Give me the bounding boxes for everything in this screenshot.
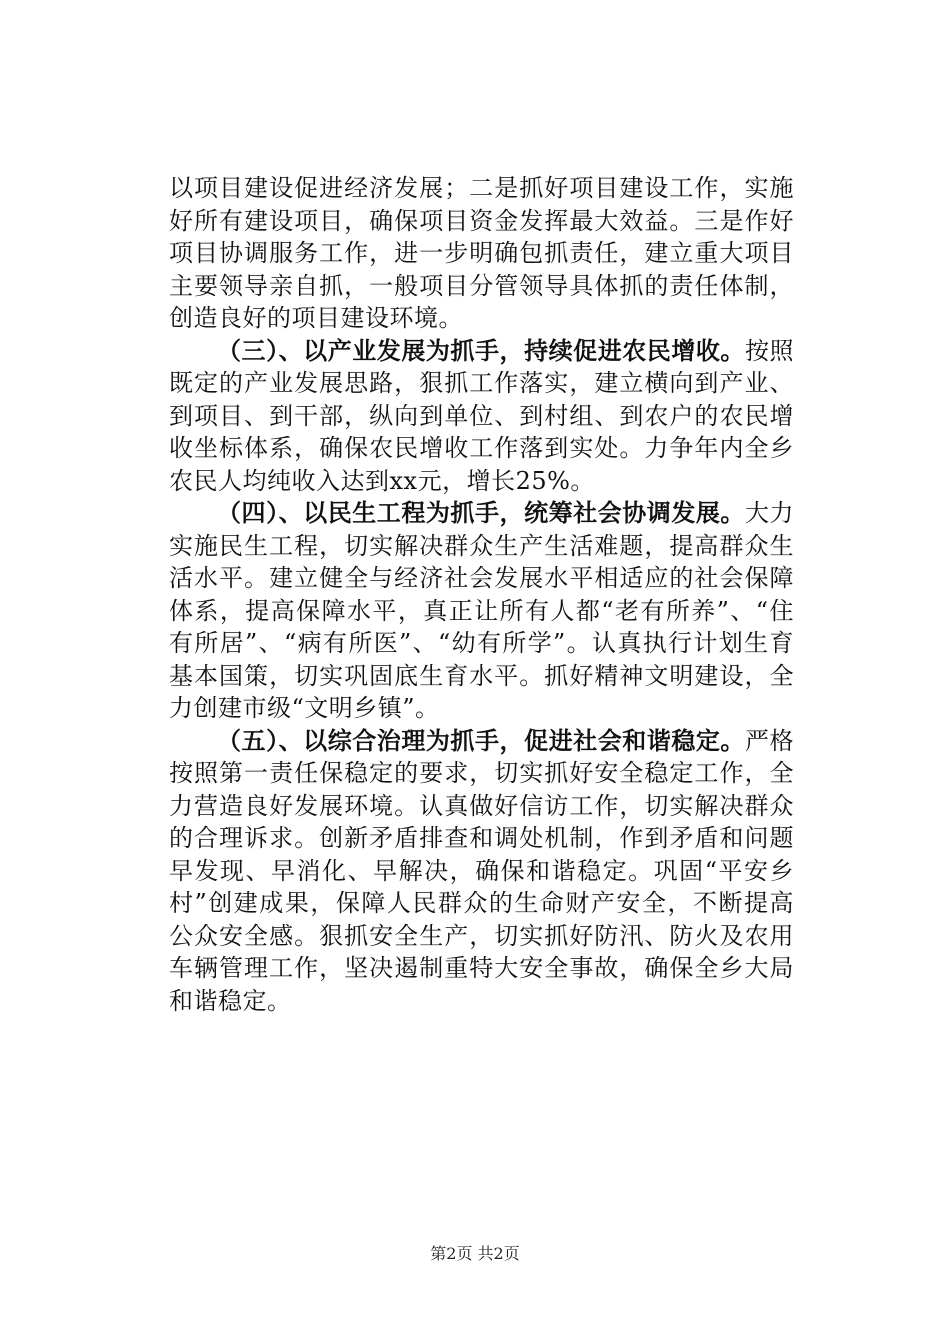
paragraph-text: 大力实施民生工程，切实解决群众生产生活难题，提高群众生活水平。建立健全与经济社会发展水平相适应的社会保障体系，提高保障水平，真正让所有人都“老有所养”、“住有所居”、“病有所医”、“幼有所学”。认真执行计划生育基本国策，切实巩固底生育水平。抓好精神文明建设，全力创建市级“文明乡镇”。	[169, 499, 795, 722]
paragraph-lead: （五）、以综合治理为抓手，促进社会和谐稳定。	[217, 725, 745, 755]
paragraph-text: 按照既定的产业发展思路，狠抓工作落实，建立横向到产业、到项目、到干部，纵向到单位、到村组、到农户的农民增收坐标体系，确保农民增收工作落到实处。力争年内全乡农民人均纯收入达到xx元，增长25%。	[169, 336, 795, 495]
paragraph-text: 以项目建设促进经济发展；二是抓好项目建设工作，实施好所有建设项目，确保项目资金发挥最大效益。三是作好项目协调服务工作，进一步明确包抓责任，建立重大项目主要领导亲自抓，一般项目分管领导具体抓的责任体制，创造良好的项目建设环境。	[169, 174, 794, 332]
paragraph-section-4	[169, 497, 794, 725]
paragraph-lead: （四）、以民生工程为抓手，统筹社会协调发展。	[217, 498, 745, 527]
paragraph-text: 严格按照第一责任保稳定的要求，切实抓好安全稳定工作，全力营造良好发展环境。认真做好信访工作，切实解决群众的合理诉求。创新矛盾排查和调处机制，作到矛盾和问题早发现、早消化、早解决，确保和谐稳定。巩固“平安乡村”创建成果，保障人民群众的生命财产安全，不断提高公众安全感。狠抓安全生产，切实抓好防汛、防火及农用车辆管理工作，坚决遏制重特大安全事故，确保全乡大局和谐稳定。	[169, 726, 795, 1015]
paragraph-section-5	[169, 725, 794, 1018]
page-number-footer: 第2页 共2页	[430, 1244, 520, 1263]
paragraph-lead: （三）、以产业发展为抓手，持续促进农民增收。	[217, 335, 745, 365]
paragraph-continuation	[169, 172, 794, 335]
paragraph-section-3	[169, 335, 794, 498]
document-body	[169, 172, 794, 1017]
